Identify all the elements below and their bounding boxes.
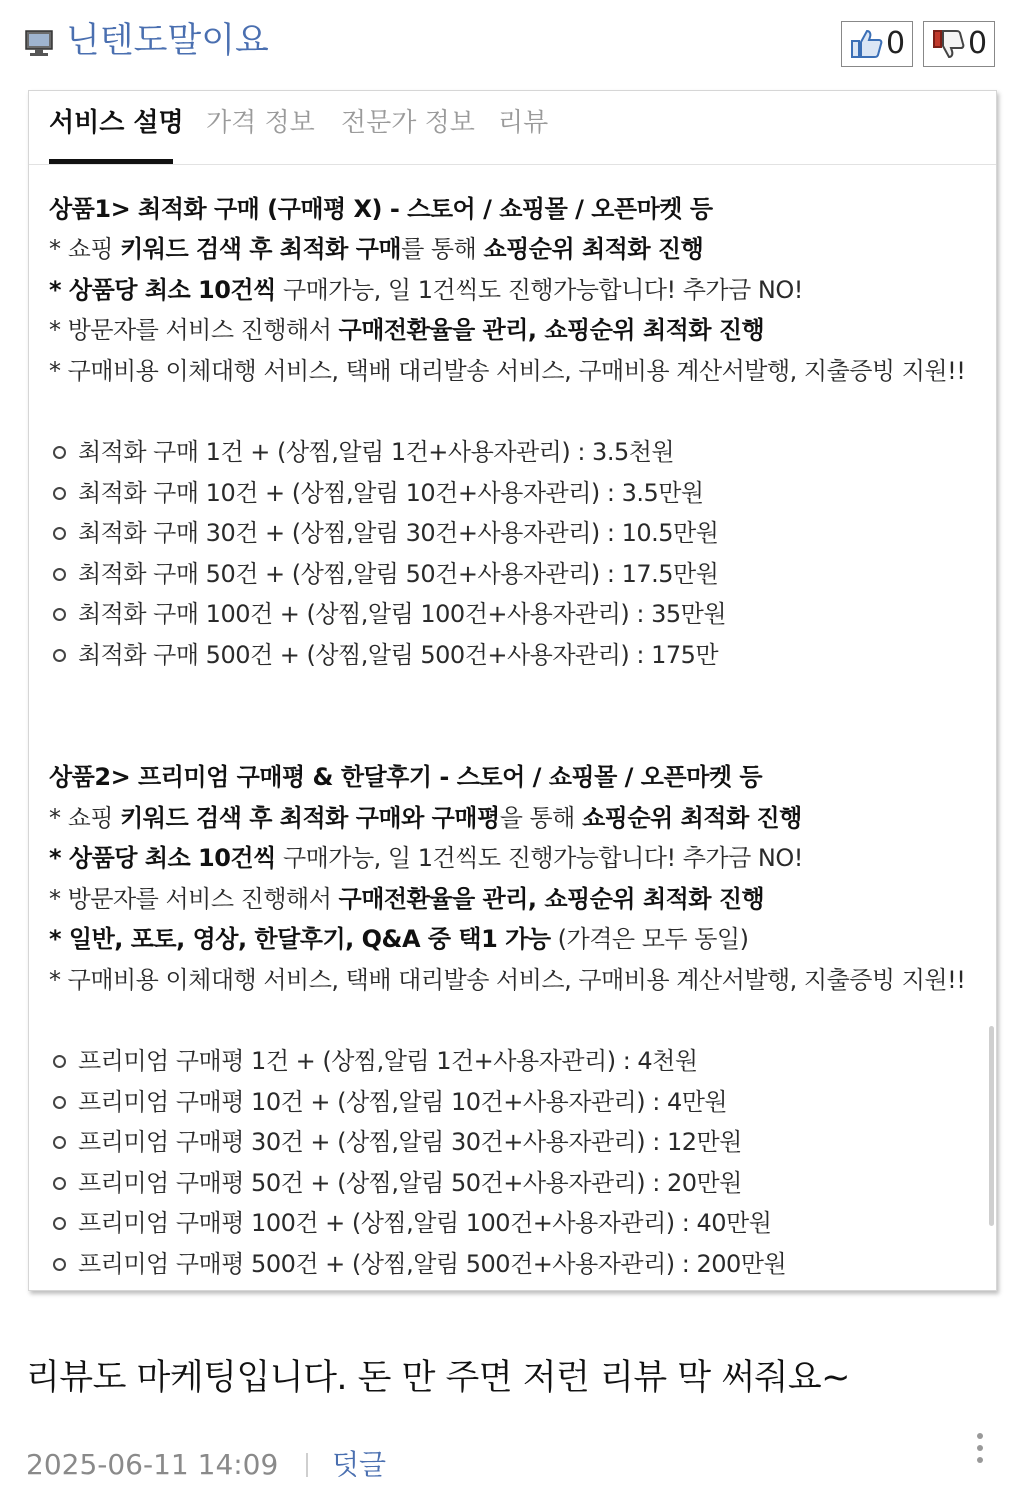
- more-vertical-icon[interactable]: [966, 1430, 994, 1470]
- circle-bullet-icon: [53, 1177, 66, 1190]
- tab-price-info[interactable]: 가격 정보: [206, 108, 315, 138]
- divider: [306, 1453, 308, 1477]
- circle-bullet-icon: [53, 608, 66, 621]
- embedded-screenshot-panel: [28, 90, 997, 1291]
- product2-line: [49, 960, 965, 1000]
- product2-line: [49, 919, 748, 959]
- text-segment: 구매가능, 일 1건씩도 진행가능합니다! 추가금 NO!: [275, 276, 803, 304]
- product1-title: 상품1> 최적화 구매 (구매평 X) - 스토어 / 쇼핑몰 / 오픈마켓 등: [49, 195, 713, 223]
- comment-link[interactable]: 덧글: [332, 1448, 387, 1481]
- circle-bullet-icon: [53, 527, 66, 540]
- product1-price-item: [49, 432, 674, 472]
- price-text: 프리미엄 구매평 50건 + (상찜,알림 50건+사용자관리) : 20만원: [78, 1169, 742, 1197]
- product1-line: [49, 310, 764, 350]
- emphasis-text: * 상품당 최소 10건씩: [49, 276, 276, 304]
- price-text: 최적화 구매 100건 + (상찜,알림 100건+사용자관리) : 35만원: [78, 600, 727, 628]
- circle-bullet-icon: [53, 1136, 66, 1149]
- monitor-icon: [24, 28, 54, 58]
- product1-price-item: [49, 554, 718, 594]
- circle-bullet-icon: [53, 568, 66, 581]
- upvote-button[interactable]: [841, 21, 913, 67]
- downvote-button[interactable]: [923, 21, 995, 67]
- downvote-count: 0: [968, 26, 988, 61]
- product2-line: [49, 879, 764, 919]
- product1-line: [49, 351, 965, 391]
- emphasis-text: 구매전환율을 관리, 쇼핑순위 최적화 진행: [338, 885, 765, 913]
- tab-service-description[interactable]: 서비스 설명: [49, 108, 184, 138]
- tab-reviews[interactable]: 리뷰: [498, 108, 549, 138]
- upvote-count: 0: [886, 26, 906, 61]
- text-segment: * 쇼핑: [49, 235, 121, 263]
- emphasis-text: 쇼핑순위 최적화 진행: [582, 804, 802, 832]
- circle-bullet-icon: [53, 487, 66, 500]
- price-text: 최적화 구매 50건 + (상찜,알림 50건+사용자관리) : 17.5만원: [78, 560, 719, 588]
- circle-bullet-icon: [53, 1096, 66, 1109]
- price-text: 최적화 구매 30건 + (상찜,알림 30건+사용자관리) : 10.5만원: [78, 519, 719, 547]
- price-text: 최적화 구매 10건 + (상찜,알림 10건+사용자관리) : 3.5만원: [78, 479, 704, 507]
- text-segment: * 구매비용 이체대행 서비스, 택배 대리발송 서비스, 구매비용 계산서발행, 지출증빙 지원!!: [49, 966, 966, 994]
- price-text: 프리미엄 구매평 10건 + (상찜,알림 10건+사용자관리) : 4만원: [78, 1088, 728, 1116]
- text-segment: * 쇼핑: [49, 804, 121, 832]
- post-body-text: 리뷰도 마케팅입니다. 돈 만 주면 저런 리뷰 막 써줘요~: [26, 1358, 850, 1398]
- product2-line: [49, 798, 802, 838]
- product2-title: 상품2> 프리미엄 구매평 & 한달후기 - 스토어 / 쇼핑몰 / 오픈마켓 등: [49, 763, 763, 791]
- circle-bullet-icon: [53, 1258, 66, 1271]
- price-text: 최적화 구매 1건 + (상찜,알림 1건+사용자관리) : 3.5천원: [78, 438, 675, 466]
- text-segment: * 방문자를 서비스 진행해서: [49, 316, 339, 344]
- price-text: 최적화 구매 500건 + (상찜,알림 500건+사용자관리) : 175만: [78, 641, 719, 669]
- product2-price-item: [49, 1082, 727, 1122]
- emphasis-text: * 일반, 포토, 영상, 한달후기, Q&A 중 택1 가능: [49, 925, 551, 953]
- text-segment: * 방문자를 서비스 진행해서: [49, 885, 339, 913]
- emphasis-text: * 상품당 최소 10건씩: [49, 844, 276, 872]
- post-date: 2025-06-11 14:09: [26, 1448, 279, 1481]
- thumbs-up-icon: [850, 28, 884, 60]
- product2-price-item: [49, 1244, 786, 1284]
- product1-price-item: [49, 594, 726, 634]
- product1-line: [49, 229, 703, 269]
- product1-price-item: [49, 635, 718, 675]
- scrollbar[interactable]: [989, 1026, 994, 1226]
- thumbs-down-icon: [932, 28, 966, 60]
- product2-price-item: [49, 1041, 698, 1081]
- text-segment: 를 통해: [401, 235, 484, 263]
- emphasis-text: 쇼핑순위 최적화 진행: [483, 235, 704, 263]
- service-tabs: [29, 91, 996, 165]
- circle-bullet-icon: [53, 1055, 66, 1068]
- post-header: [0, 0, 1024, 84]
- product2-line: [49, 838, 803, 878]
- product2-price-item: [49, 1203, 771, 1243]
- tab-expert-info[interactable]: 전문가 정보: [341, 108, 475, 138]
- emphasis-text: 구매전환율을 관리, 쇼핑순위 최적화 진행: [338, 316, 765, 344]
- circle-bullet-icon: [53, 446, 66, 459]
- emphasis-text: 키워드 검색 후 최적화 구매와 구매평: [120, 804, 500, 832]
- emphasis-text: 키워드 검색 후 최적화 구매: [120, 235, 402, 263]
- price-text: 프리미엄 구매평 30건 + (상찜,알림 30건+사용자관리) : 12만원: [78, 1128, 742, 1156]
- product2-price-item: [49, 1163, 742, 1203]
- product1-price-item: [49, 473, 704, 513]
- author-name[interactable]: 닌텐도말이요: [66, 21, 269, 61]
- product2-price-item: [49, 1122, 742, 1162]
- circle-bullet-icon: [53, 1217, 66, 1230]
- text-segment: 구매가능, 일 1건씩도 진행가능합니다! 추가금 NO!: [275, 844, 803, 872]
- active-tab-indicator: [49, 159, 173, 164]
- price-text: 프리미엄 구매평 1건 + (상찜,알림 1건+사용자관리) : 4천원: [78, 1047, 698, 1075]
- price-text: 프리미엄 구매평 500건 + (상찜,알림 500건+사용자관리) : 200만원: [78, 1250, 787, 1278]
- product1-price-item: [49, 513, 718, 553]
- price-text: 프리미엄 구매평 100건 + (상찜,알림 100건+사용자관리) : 40만원: [78, 1209, 772, 1237]
- text-segment: * 구매비용 이체대행 서비스, 택배 대리발송 서비스, 구매비용 계산서발행, 지출증빙 지원!!: [49, 357, 966, 385]
- text-segment: 을 통해: [499, 804, 582, 832]
- text-segment: (가격은 모두 동일): [550, 925, 749, 953]
- circle-bullet-icon: [53, 649, 66, 662]
- product1-line: [49, 270, 803, 310]
